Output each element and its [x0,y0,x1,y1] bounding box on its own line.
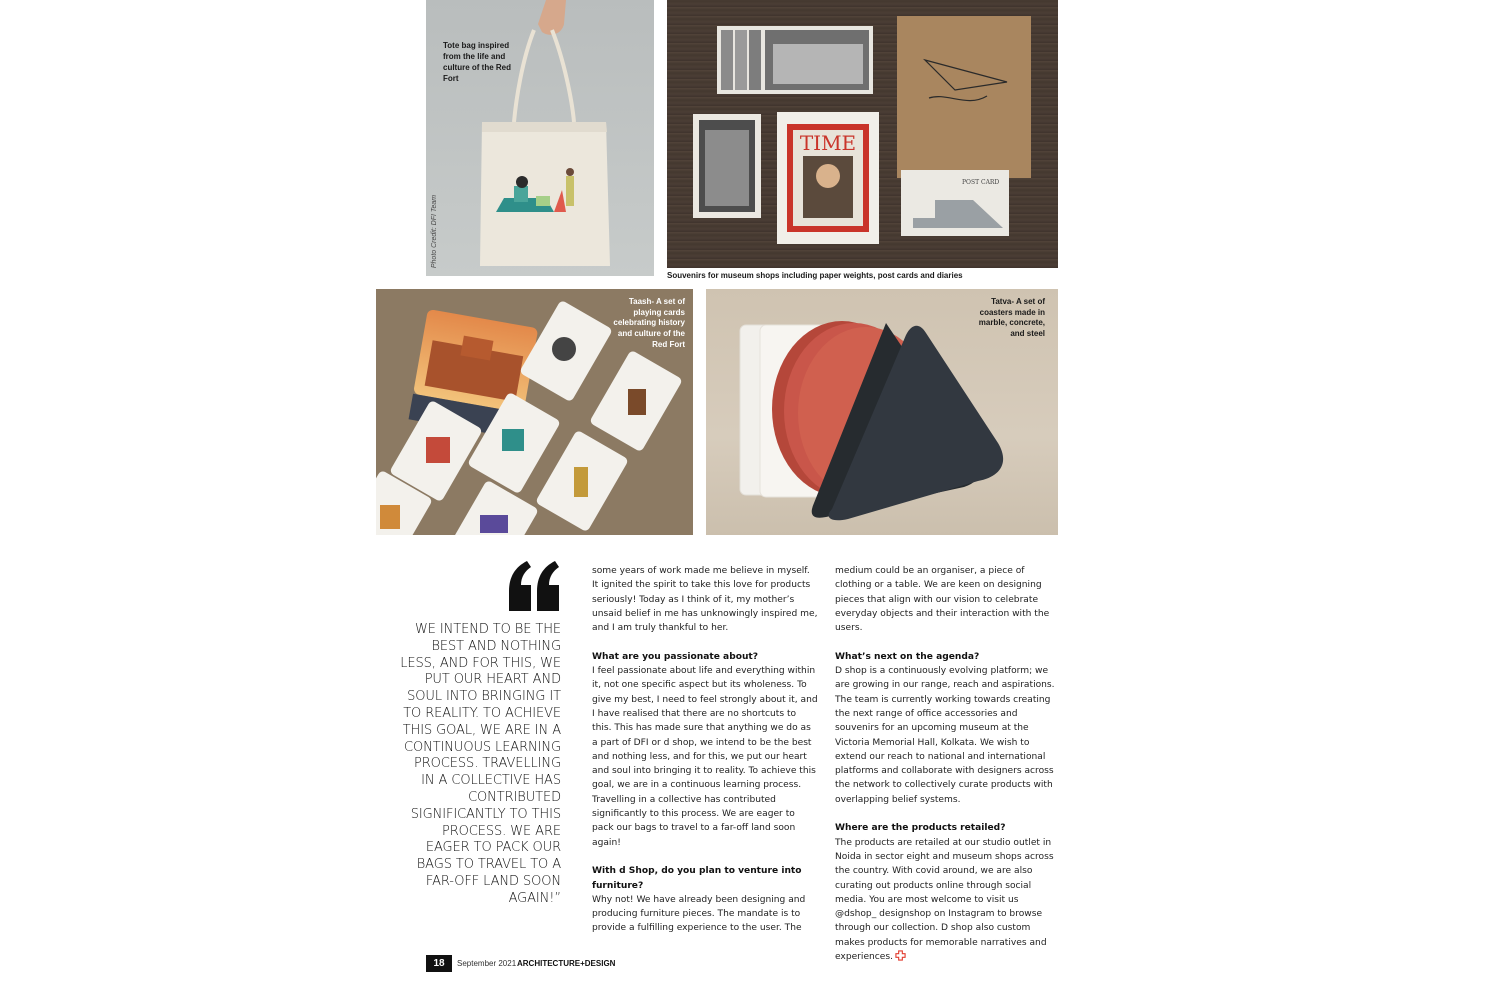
article-column-2 [835,564,1061,979]
time-masthead: TIME [799,131,857,155]
answer-text: D shop is a continuously evolving platform; we are growing in our range, reach and aspirations. The team is currently working towards creating the next range of office accessories and souvenirs for an upcoming museum at the Victoria Memorial Hall, Kolkata. We wish to extend our reach to national and international platforms and collaborate with designers across the network to collectively curate products with overlapping belief systems. [835,666,1055,805]
end-of-article-icon [895,950,906,961]
tote-bag-photo [426,0,654,276]
tatva-coasters-photo [706,289,1058,535]
paragraph: some years of work made me believe in myself. It ignited the spirit to take this love for products seriously! Today as I think of it, my mother’s unsaid belief in me has unknowingly inspired me, and I am truly thankful to her. [592,566,818,634]
question-heading: With d Shop, do you plan to venture into furniture? [592,866,802,891]
answer-text: The products are retailed at our studio outlet in Noida in sector eight and museum shops across the country. With covid around, we are also curating out products online through social media. You are most welcome to visit us @dshop_ designshop on Instagram to browse through our collection. D shop also custom makes products for memorable narratives and experiences. [835,837,1054,963]
postcard-label: POST CARD [962,179,1000,186]
taash-playing-cards-photo [376,289,693,535]
issue-date: September 2021 [457,959,517,968]
question-heading: What’s next on the agenda? [835,651,980,662]
question-heading: Where are the products retailed? [835,823,1006,834]
taash-caption: Taash- A set of playing cards celebrating history and culture of the Red Fort [613,297,685,349]
tatva-caption: Tatva- A set of coasters made in marble, concrete, and steel [978,297,1045,339]
magazine-name: ARCHITECTURE+DESIGN [517,959,616,968]
quote-mark-icon [507,557,563,613]
souvenirs-photo [667,0,1058,268]
answer-text: I feel passionate about life and everything within it, not one specific aspect but its wholeness. To give my best, I need to feel strongly about it, and I have realised that there are no shortcuts to this. This has made sure that anything we do as a part of DFI or d shop, we intend to be the best and nothing less, and for this, we put our heart and soul into bringing it to reality. To achieve this goal, we are in a continuous learning process. Travelling in a collective has contributed significantly to this process. We are eager to pack our bags to travel to a far-off land soon again! [592,666,818,848]
qa-block [592,650,818,850]
answer-text: Why not! We have already been designing and producing furniture pieces. The mandate is to provide a fulfilling experience to the user. The [592,894,806,934]
tote-bag-caption: Tote bag inspired from the life and culture of the Red Fort [443,41,512,83]
question-heading: What are you passionate about? [592,651,759,662]
pull-quote: WE INTEND TO BE THE BEST AND NOTHING LESS, AND FOR THIS, WE PUT OUR HEART AND SOUL INTO BRINGING IT TO REALITY. TO ACHIEVE THIS GOAL, WE ARE IN A CONTINUOUS LEARNING PROCESS. TRAVELLING IN A COLLECTIVE HAS CONTRIBUTED SIGNIFICANTLY TO THIS PROCESS. WE ARE EAGER TO PACK OUR BAGS TO TRAVEL TO A FAR-OFF LAND SOON AGAIN!” [400,622,561,906]
qa-block [835,650,1061,807]
page-number: 18 [426,955,452,972]
souvenirs-caption: Souvenirs for museum shops including paper weights, post cards and diaries [667,271,963,280]
paragraph: medium could be an organiser, a piece of clothing or a table. We are keen on designing pieces that align with our vision to celebrate everyday objects and their interaction with the users. [835,566,1050,634]
photo-credit: Photo Credit: DFI Team [431,194,439,269]
article-column-1 [592,564,818,950]
qa-block [592,864,818,935]
qa-block [835,821,1061,964]
souvenirs-illustration [667,0,1058,268]
